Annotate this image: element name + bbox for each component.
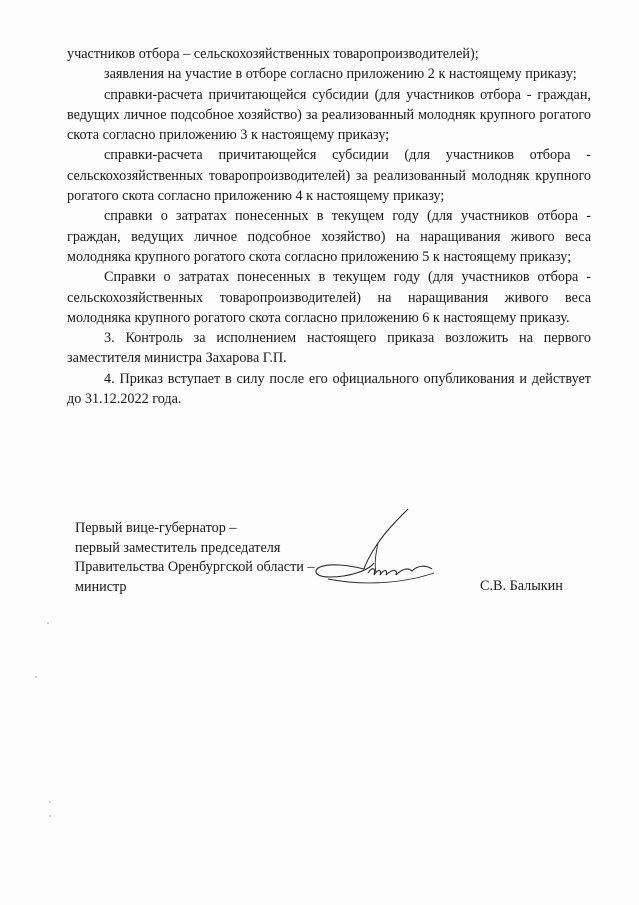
paragraph-control-clause: 3. Контроль за исполнением настоящего приказа возложить на первого заместителя министра Захарова Г.П.: [67, 330, 591, 367]
paragraph-application-form: заявления на участие в отборе согласно приложению 2 к настоящему приказу;: [104, 66, 577, 83]
signer-position-line-3: Правительства Оренбургской области –: [75, 559, 315, 575]
paragraph-subsidy-calc-producers: справки-расчета причитающейся субсидии (для участников отбора - сельскохозяйственных товаропроизводителей) за реализованный молодняк крупного рогатого скота согласно приложению 4 к настоящему приказу;: [67, 147, 591, 205]
scan-speck: [49, 801, 51, 803]
paragraph-costs-citizens: справки о затратах понесенных в текущем году (для участников отбора - граждан, ведущих личное подсобное хозяйство) на наращивания живого веса молодняка крупного рогатого скота согласно приложению 5 к настоящему приказу;: [67, 208, 591, 265]
scan-speck: [47, 622, 49, 624]
scan-speck: [49, 815, 51, 817]
paragraph-costs-producers: Справки о затратах понесенных в текущем году (для участников отбора - сельскохозяйственных товаропроизводителей) на наращивания живого веса молодняка крупного рогатого скота согласно приложению 6 к настоящему приказу.: [67, 269, 591, 326]
signer-position-line-1: Первый вице-губернатор –: [75, 520, 237, 536]
paragraph-subsidy-calc-citizens: справки-расчета причитающейся субсидии (для участников отбора - граждан, ведущих личное подсобное хозяйство) за реализованный молодняк крупного рогатого скота согласно приложению 3 к настоящему приказу;: [67, 86, 591, 144]
signer-name: С.В. Балыкин: [480, 578, 563, 594]
document-body: [67, 44, 591, 409]
scan-speck: [35, 676, 37, 678]
signer-position-line-4: министр: [75, 578, 127, 595]
paragraph-effective-date: 4. Приказ вступает в силу после его официального опубликования и действует до 31.12.2022 года.: [67, 370, 591, 408]
paragraph-continuation: участников отбора – сельскохозяйственных товаропроизводителей);: [67, 46, 479, 62]
handwritten-signature: [308, 507, 443, 602]
signer-position-line-2: первый заместитель председателя: [75, 539, 281, 556]
